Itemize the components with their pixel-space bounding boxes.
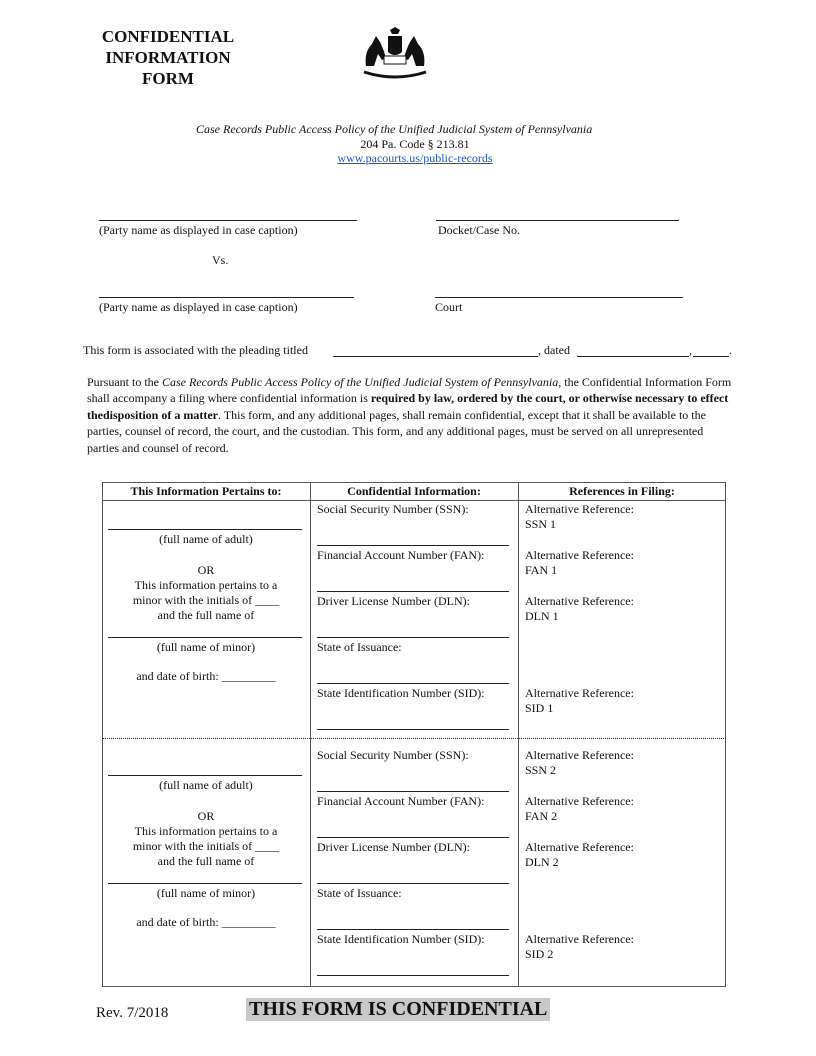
confidential-banner: THIS FORM IS CONFIDENTIAL	[246, 998, 550, 1021]
state-of-issuance-label: State of Issuance:	[317, 886, 402, 900]
sid-alt-ref-label: Alternative Reference:	[525, 932, 634, 946]
minor-initials-text: minor with the initials of ____	[132, 839, 280, 853]
sid-alt-ref-label: Alternative Reference:	[525, 686, 634, 700]
minor-text-1: This information pertains to a	[134, 578, 278, 592]
minor-name-line[interactable]	[108, 883, 302, 884]
adult-name-line[interactable]	[108, 775, 302, 776]
sid-label: State Identification Number (SID):	[317, 932, 485, 946]
state-of-issuance-label: State of Issuance:	[317, 640, 402, 654]
party2-line[interactable]	[99, 297, 354, 298]
party1-line[interactable]	[99, 220, 357, 221]
or-label: OR	[197, 809, 215, 823]
ssn-alt-ref-label: Alternative Reference:	[525, 502, 634, 516]
ssn-input-line[interactable]	[317, 791, 509, 792]
header-references: References in Filing:	[569, 484, 675, 498]
minor-initials-text: minor with the initials of ____	[132, 593, 280, 607]
sid-label: State Identification Number (SID):	[317, 686, 485, 700]
ssn-label: Social Security Number (SSN):	[317, 502, 469, 516]
adult-name-label: (full name of adult)	[159, 778, 253, 792]
minor-name-line[interactable]	[108, 637, 302, 638]
header-confidential-info: Confidential Information:	[347, 484, 481, 498]
fan-alt-ref-label: Alternative Reference:	[525, 794, 634, 808]
adult-name-line[interactable]	[108, 529, 302, 530]
dln-alt-ref-label: Alternative Reference:	[525, 594, 634, 608]
confidential-information-form: CONFIDENTIAL INFORMATION FORM Case Records Public Access Policy of the Unified Judicial System of Pennsylvania 204 Pa. Code § 213.81 www.pacourts.us/public-records (Party name as displayed in case caption) Docket/Case No. Vs. (Party name as displayed in case caption) Court This form is associated with the pleading titled , dated , . Pursuant to the Case Records Public Access Policy of the Unified Judicial System of Pennsylvania, the Confidential Information Form shall accompany a filing where confidential information is required by law, ordered by the court, or otherwise necessary to effect thedisposition of a matter. This form, and any additional pages, shall remain confidential, except that it shall be available to the parties, counsel of record, the court, and the custodian. This form, and any additional pages, must be served on all unrepresented parties and counsel of record. This Information Pertains to: Confidential Information: References in Filing: (full name of adult) OR This information pertains to a minor with the initials of ____ and the full name of (full name of minor) and date of birth: _________ Social Security Number (SSN): Alternative Reference: SSN 1 Financial Account Number (FAN): Alternative Reference: FAN 1 Driver License Number (DLN): Alternative Reference: DLN 1 State of Issuance: State Identification Number (SID): Alternative Reference: SID 1 (full name of adult) OR This information pertains to a minor with the initials of ____ and the full name of (full name of minor) and date of birth: _________ Social Security Number (SSN): Alternative Reference: SSN 2 Financial Account Number (FAN): Alternative Reference: FAN 2 Driver License Number (DLN): Alternative Reference: DLN 2 State of Issuance: State Identification Number (SID): Alternative Reference: SID 2 Rev. 7/2018 THIS FORM IS CONFIDENTIAL	[0, 0, 816, 1056]
fan-alt-ref-label: Alternative Reference:	[525, 548, 634, 562]
pleading-prefix: This form is associated with the pleading titled	[83, 343, 308, 357]
fan-label: Financial Account Number (FAN):	[317, 548, 485, 562]
versus-label: Vs.	[212, 253, 229, 267]
fan-input-line[interactable]	[317, 837, 509, 838]
header-pertains: This Information Pertains to:	[130, 484, 282, 498]
sid-reference: SID 1	[525, 701, 554, 715]
minor-name-label: (full name of minor)	[156, 886, 256, 900]
date-of-birth-field[interactable]: and date of birth: _________	[136, 669, 276, 683]
minor-text-3: and the full name of	[157, 608, 255, 622]
dln-alt-ref-label: Alternative Reference:	[525, 840, 634, 854]
state-of-issuance-input-line[interactable]	[317, 683, 509, 684]
ssn-alt-ref-label: Alternative Reference:	[525, 748, 634, 762]
docket-line[interactable]	[436, 220, 679, 221]
party1-label: (Party name as displayed in case caption)	[99, 223, 298, 237]
code-citation: 204 Pa. Code § 213.81	[360, 137, 470, 151]
para-text-1: Pursuant to the	[87, 375, 162, 389]
sid-input-line[interactable]	[317, 729, 509, 730]
dln-reference: DLN 2	[525, 855, 559, 869]
minor-text-1: This information pertains to a	[134, 824, 278, 838]
ssn-reference: SSN 2	[525, 763, 557, 777]
sid-reference: SID 2	[525, 947, 554, 961]
para-italic: Case Records Public Access Policy of the Unified Judicial System of Pennsylvania,	[162, 375, 562, 389]
minor-name-label: (full name of minor)	[156, 640, 256, 654]
fan-reference: FAN 1	[525, 563, 558, 577]
dln-label: Driver License Number (DLN):	[317, 594, 470, 608]
policy-title: Case Records Public Access Policy of the Unified Judicial System of Pennsylvania	[196, 122, 593, 136]
dln-input-line[interactable]	[317, 883, 509, 884]
court-line[interactable]	[435, 297, 683, 298]
pennsylvania-seal-icon	[360, 26, 430, 80]
court-label: Court	[435, 300, 463, 314]
form-title-line-3: FORM	[142, 69, 194, 88]
date-line[interactable]	[577, 356, 689, 357]
year-line[interactable]	[693, 356, 729, 357]
dated-label: , dated	[538, 343, 570, 357]
form-title-line-1: CONFIDENTIAL	[101, 27, 235, 46]
form-title-line-2: INFORMATION	[105, 48, 231, 67]
revision-label: Rev. 7/2018	[96, 1005, 169, 1021]
ssn-input-line[interactable]	[317, 545, 509, 546]
dln-label: Driver License Number (DLN):	[317, 840, 470, 854]
pleading-title-line[interactable]	[333, 356, 538, 357]
state-of-issuance-input-line[interactable]	[317, 929, 509, 930]
para-text-2: the Confidential Information Form shall accompany a filing where confidential information is	[87, 375, 732, 406]
policy-paragraph	[87, 374, 737, 456]
end-period: .	[729, 343, 732, 357]
or-label: OR	[197, 563, 215, 577]
ssn-reference: SSN 1	[525, 517, 557, 531]
minor-text-3: and the full name of	[157, 854, 255, 868]
docket-label: Docket/Case No.	[438, 223, 520, 237]
fan-input-line[interactable]	[317, 591, 509, 592]
adult-name-label: (full name of adult)	[159, 532, 253, 546]
public-records-link[interactable]: www.pacourts.us/public-records	[337, 151, 493, 165]
dln-input-line[interactable]	[317, 637, 509, 638]
party2-label: (Party name as displayed in case caption)	[99, 300, 298, 314]
date-of-birth-field[interactable]: and date of birth: _________	[136, 915, 276, 929]
sid-input-line[interactable]	[317, 975, 509, 976]
fan-reference: FAN 2	[525, 809, 558, 823]
dln-reference: DLN 1	[525, 609, 559, 623]
section-divider	[102, 738, 726, 739]
fan-label: Financial Account Number (FAN):	[317, 794, 485, 808]
ssn-label: Social Security Number (SSN):	[317, 748, 469, 762]
para-text-3: . This form, and any additional pages, shall remain confidential, except that it shall be available to the parties, counsel of record, the court, and the custodian. This form, and any additional pages, must be served on all unrepresented parties and counsel of record.	[87, 407, 706, 455]
para-bold: required by law, ordered by the court, or otherwise necessary to effect thedisposition of a matter	[87, 391, 729, 422]
